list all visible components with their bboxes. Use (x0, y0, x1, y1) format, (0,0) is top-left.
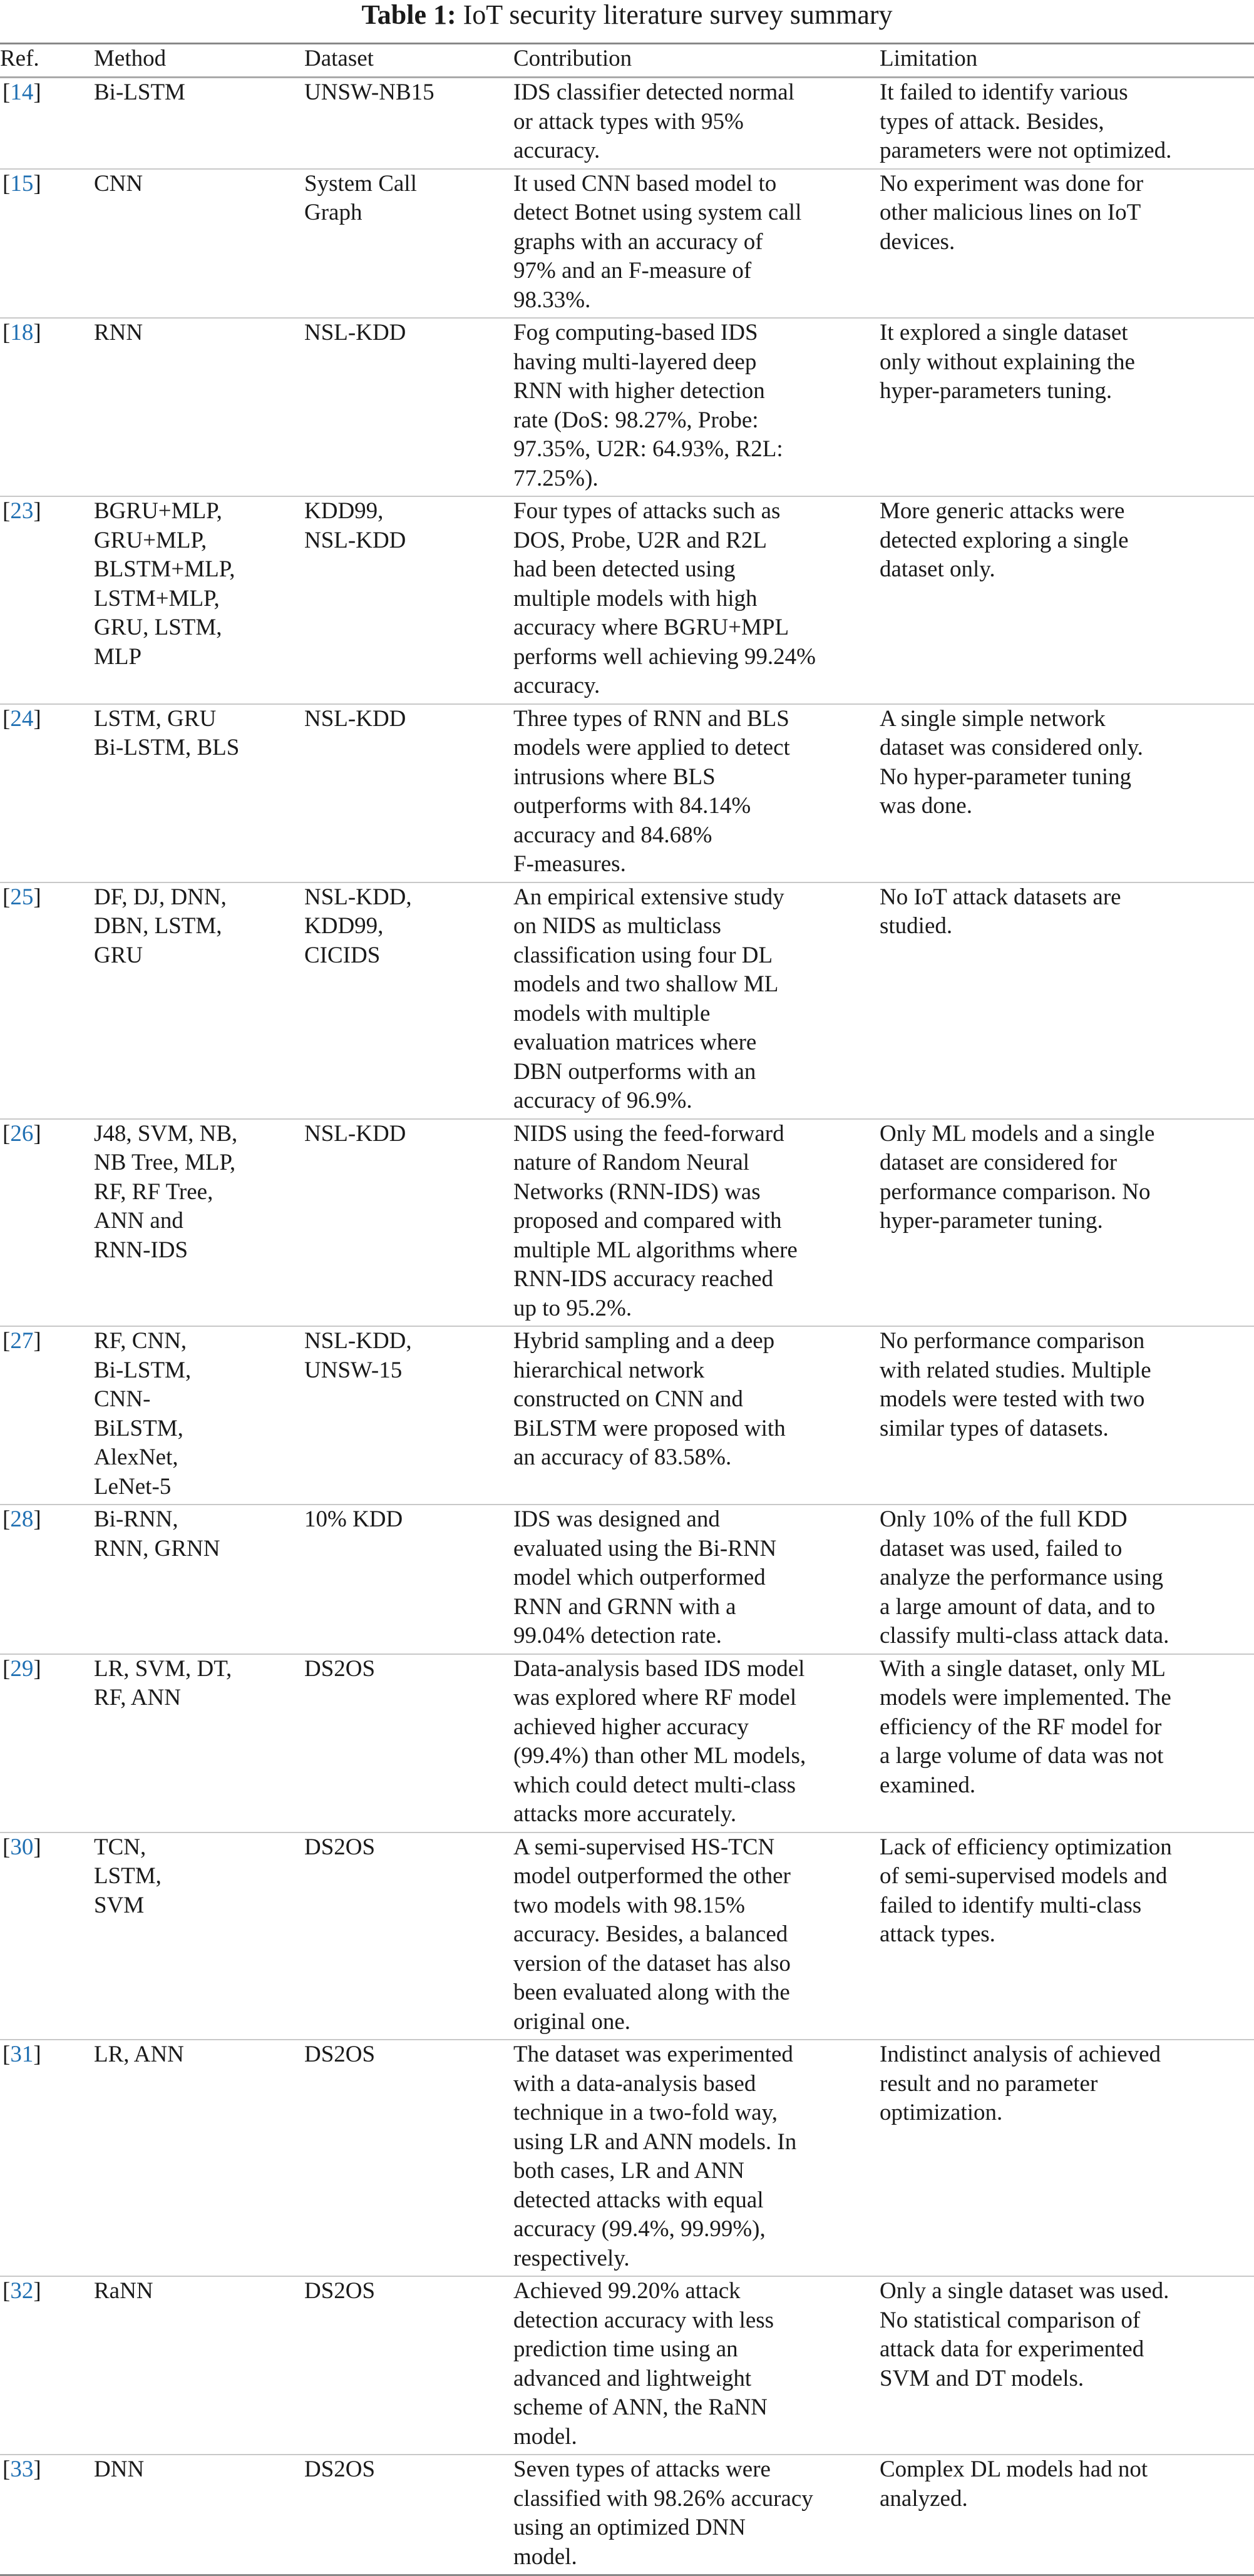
method-cell: RaNN (94, 2276, 304, 2455)
dataset-cell: DS2OS (304, 2455, 513, 2575)
table-row (0, 496, 1254, 704)
table-caption (0, 1, 1254, 29)
limitation-cell: Only ML models and a single dataset are considered for performance comparison. No hyper-parameter tuning. (880, 1119, 1254, 1327)
contribution-cell: Achieved 99.20% attack detection accuracy with less prediction time using an advanced and lightweight scheme of ANN, the RaNN model. (513, 2276, 880, 2455)
method-cell: DF, DJ, DNN, DBN, LSTM, GRU (94, 882, 304, 1119)
dataset-cell: System Call Graph (304, 169, 513, 319)
contribution-cell: An empirical extensive study on NIDS as multiclass classification using four DL models and two shallow ML models with multiple evaluation matrices where DBN outperforms with an accuracy of 96.9%. (513, 882, 880, 1119)
dataset-cell: UNSW-NB15 (304, 78, 513, 169)
citation-link[interactable]: 30 (10, 1834, 34, 1860)
method-cell: CNN (94, 169, 304, 319)
table-row (0, 1505, 1254, 1654)
ref-cell: [28] (0, 1505, 94, 1654)
citation-link[interactable]: 24 (10, 705, 34, 732)
table-row (0, 169, 1254, 319)
dataset-cell: DS2OS (304, 1832, 513, 2040)
table-row (0, 2276, 1254, 2455)
citation-link[interactable]: 33 (10, 2456, 34, 2482)
contribution-cell: NIDS using the feed-forward nature of Random Neural Networks (RNN-IDS) was proposed and compared with multiple ML algorithms where RNN-IDS accuracy reached up to 95.2%. (513, 1119, 880, 1327)
ref-cell: [24] (0, 704, 94, 882)
table-caption-text: IoT security literature survey summary (463, 0, 893, 30)
contribution-cell: The dataset was experimented with a data-analysis based technique in a two-fold way, using LR and ANN models. In both cases, LR and ANN detected attacks with equal accuracy (99.4%, 99.99%), respectively. (513, 2040, 880, 2276)
contribution-cell: IDS classifier detected normal or attack types with 95% accuracy. (513, 78, 880, 169)
limitation-cell: No performance comparison with related studies. Multiple models were tested with two similar types of datasets. (880, 1326, 1254, 1505)
citation-link[interactable]: 27 (10, 1328, 34, 1354)
citation-link[interactable]: 25 (10, 884, 34, 910)
citation-link[interactable]: 31 (10, 2042, 34, 2067)
ref-cell: [15] (0, 169, 94, 319)
table-row (0, 1119, 1254, 1327)
method-cell: LR, SVM, DT, RF, ANN (94, 1654, 304, 1832)
dataset-cell: NSL-KDD (304, 704, 513, 882)
dataset-cell: DS2OS (304, 2040, 513, 2276)
citation-link[interactable]: 18 (10, 320, 34, 345)
table-row (0, 1326, 1254, 1505)
limitation-cell: More generic attacks were detected exploring a single dataset only. (880, 496, 1254, 704)
contribution-cell: Hybrid sampling and a deep hierarchical network constructed on CNN and BiLSTM were proposed with an accuracy of 83.58%. (513, 1326, 880, 1505)
limitation-cell: Indistinct analysis of achieved result and no parameter optimization. (880, 2040, 1254, 2276)
header-ref: Ref. (0, 44, 94, 78)
limitation-cell: With a single dataset, only ML models were implemented. The efficiency of the RF model for a large volume of data was not examined. (880, 1654, 1254, 1832)
dataset-cell: 10% KDD (304, 1505, 513, 1654)
dataset-cell: NSL-KDD (304, 1119, 513, 1327)
header-dataset: Dataset (304, 44, 513, 78)
dataset-cell: DS2OS (304, 2276, 513, 2455)
ref-cell: [30] (0, 1832, 94, 2040)
table-body (0, 78, 1254, 2575)
table-row (0, 78, 1254, 169)
citation-link[interactable]: 14 (10, 79, 34, 105)
contribution-cell: IDS was designed and evaluated using the Bi-RNN model which outperformed RNN and GRNN with a 99.04% detection rate. (513, 1505, 880, 1654)
method-cell: RF, CNN, Bi-LSTM, CNN- BiLSTM, AlexNet, LeNet-5 (94, 1326, 304, 1505)
method-cell: Bi-RNN, RNN, GRNN (94, 1505, 304, 1654)
ref-cell: [32] (0, 2276, 94, 2455)
citation-link[interactable]: 26 (10, 1120, 34, 1147)
method-cell: J48, SVM, NB, NB Tree, MLP, RF, RF Tree, ANN and RNN-IDS (94, 1119, 304, 1327)
citation-link[interactable]: 15 (10, 170, 34, 197)
limitation-cell: Only a single dataset was used. No statistical comparison of attack data for experimented SVM and DT models. (880, 2276, 1254, 2455)
method-cell: TCN, LSTM, SVM (94, 1832, 304, 2040)
ref-cell: [33] (0, 2455, 94, 2575)
contribution-cell: Fog computing-based IDS having multi-layered deep RNN with higher detection rate (DoS: 98.27%, Probe: 97.35%, U2R: 64.93%, R2L: 77.25%). (513, 318, 880, 496)
table-row (0, 2455, 1254, 2575)
limitation-cell: A single simple network dataset was considered only. No hyper-parameter tuning was done. (880, 704, 1254, 882)
limitation-cell: It explored a single dataset only without explaining the hyper-parameters tuning. (880, 318, 1254, 496)
table-header (0, 44, 1254, 78)
dataset-cell: KDD99, NSL-KDD (304, 496, 513, 704)
limitation-cell: No experiment was done for other malicious lines on IoT devices. (880, 169, 1254, 319)
header-limitation: Limitation (880, 44, 1254, 78)
contribution-cell: Three types of RNN and BLS models were applied to detect intrusions where BLS outperforms with 84.14% accuracy and 84.68% F-measures. (513, 704, 880, 882)
contribution-cell: Four types of attacks such as DOS, Probe, U2R and R2L had been detected using multiple models with high accuracy where BGRU+MPL performs well achieving 99.24% accuracy. (513, 496, 880, 704)
ref-cell: [31] (0, 2040, 94, 2276)
method-cell: LSTM, GRU Bi-LSTM, BLS (94, 704, 304, 882)
header-row (0, 44, 1254, 78)
method-cell: RNN (94, 318, 304, 496)
method-cell: Bi-LSTM (94, 78, 304, 169)
ref-cell: [14] (0, 78, 94, 169)
limitation-cell: Lack of efficiency optimization of semi-supervised models and failed to identify multi-class attack types. (880, 1832, 1254, 2040)
method-cell: LR, ANN (94, 2040, 304, 2276)
citation-link[interactable]: 32 (10, 2278, 34, 2304)
ref-cell: [26] (0, 1119, 94, 1327)
ref-cell: [23] (0, 496, 94, 704)
table-row (0, 1832, 1254, 2040)
contribution-cell: Seven types of attacks were classified with 98.26% accuracy using an optimized DNN model. (513, 2455, 880, 2575)
limitation-cell: Only 10% of the full KDD dataset was used, failed to analyze the performance using a large amount of data, and to classify multi-class attack data. (880, 1505, 1254, 1654)
ref-cell: [18] (0, 318, 94, 496)
table-row (0, 318, 1254, 496)
dataset-cell: NSL-KDD, UNSW-15 (304, 1326, 513, 1505)
contribution-cell: A semi-supervised HS-TCN model outperformed the other two models with 98.15% accuracy. Besides, a balanced version of the dataset has also been evaluated along with the original one. (513, 1832, 880, 2040)
ref-cell: [27] (0, 1326, 94, 1505)
dataset-cell: DS2OS (304, 1654, 513, 1832)
citation-link[interactable]: 28 (10, 1506, 34, 1532)
citation-link[interactable]: 23 (10, 498, 34, 524)
method-cell: DNN (94, 2455, 304, 2575)
dataset-cell: NSL-KDD (304, 318, 513, 496)
contribution-cell: It used CNN based model to detect Botnet using system call graphs with an accuracy of 97% and an F-measure of 98.33%. (513, 169, 880, 319)
table-row (0, 1654, 1254, 1832)
ref-cell: [29] (0, 1654, 94, 1832)
contribution-cell: Data-analysis based IDS model was explored where RF model achieved higher accuracy (99.4%) than other ML models, which could detect multi-class attacks more accurately. (513, 1654, 880, 1832)
header-contribution: Contribution (513, 44, 880, 78)
limitation-cell: Complex DL models had not analyzed. (880, 2455, 1254, 2575)
limitation-cell: It failed to identify various types of attack. Besides, parameters were not optimized. (880, 78, 1254, 169)
method-cell: BGRU+MLP, GRU+MLP, BLSTM+MLP, LSTM+MLP, GRU, LSTM, MLP (94, 496, 304, 704)
table-row (0, 2040, 1254, 2276)
header-method: Method (94, 44, 304, 78)
table-caption-label: Table 1: (361, 0, 456, 30)
table-row (0, 882, 1254, 1119)
table-row (0, 704, 1254, 882)
survey-table (0, 43, 1254, 2576)
ref-cell: [25] (0, 882, 94, 1119)
dataset-cell: NSL-KDD, KDD99, CICIDS (304, 882, 513, 1119)
limitation-cell: No IoT attack datasets are studied. (880, 882, 1254, 1119)
citation-link[interactable]: 29 (10, 1655, 34, 1682)
